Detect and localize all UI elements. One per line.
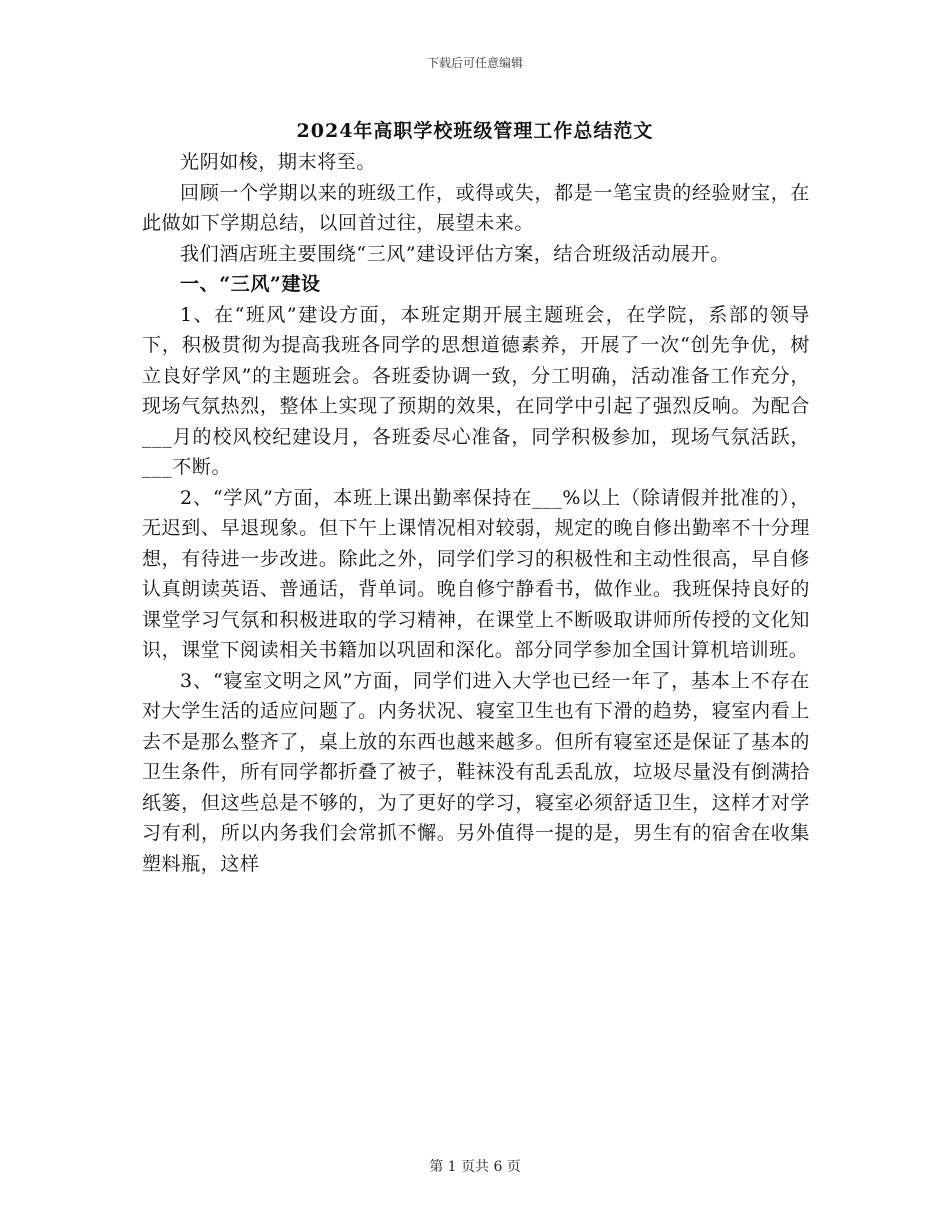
paragraph-xuefeng: 2、“学风”方面，本班上课出勤率保持在___%以上（除请假并批准的），无迟到、早退现象。但下午上课情况相对较弱，规定的晚自修出勤率不十分理想，有待进一步改进。除此之外，同学们学习的积极性和主动性很高，早自修认真朗读英语、普通话，背单词。晚自修宁静看书，做作业。我班保持良好的课堂学习气氛和积极进取的学习精神，在课堂上不断吸取讲师所传授的文化知识，课堂下阅读相关书籍加以巩固和深化。部分同学参加全国计算机培训班。: [142, 486, 810, 661]
paragraph-banfeng: 1、在“班风”建设方面，本班定期开展主题班会，在学院，系部的领导下，积极贯彻为提高我班各同学的思想道德素养，开展了一次“创先争优，树立良好学风”的主题班会。各班委协调一致，分工明确，活动准备工作充分，现场气氛热烈，整体上实现了预期的效果，在同学中引起了强烈反响。为配合___月的校风校纪建设月，各班委尽心准备，同学积极参加，现场气氛活跃，___不断。: [142, 303, 810, 478]
paragraph-review: 回顾一个学期以来的班级工作，或得或失，都是一笔宝贵的经验财宝，在此做如下学期总结，以回首过往，展望未来。: [142, 181, 810, 234]
document-body: [142, 147, 810, 879]
page-header-note: 下载后可任意编辑: [426, 56, 523, 70]
paragraph-intro: 光阴如梭，期末将至。: [180, 151, 377, 173]
paragraph-focus: 我们酒店班主要围绕“三风”建设评估方案，结合班级活动展开。: [180, 242, 730, 265]
page-number: 第 1 页共 6 页: [429, 1159, 521, 1175]
section-heading-sanfeng: 一、“三风”建设: [180, 273, 321, 295]
paragraph-dorm: 3、“寝室文明之风”方面，同学们进入大学也已经一年了，基本上不存在对大学生活的适应问题了。内务状况、寝室卫生也有下滑的趋势，寝室内看上去不是那么整齐了，桌上放的东西也越来越多。但所有寝室还是保证了基本的卫生条件，所有同学都折叠了被子，鞋袜没有乱丢乱放，垃圾尽量没有倒满拾纸篓，但这些总是不够的，为了更好的学习，寝室必须舒适卫生，这样才对学习有利，所以内务我们会常抓不懈。另外值得一提的是，男生有的宿舍在收集塑料瓶，这样: [142, 669, 810, 875]
document-title: 2024年高职学校班级管理工作总结范文: [296, 120, 654, 142]
